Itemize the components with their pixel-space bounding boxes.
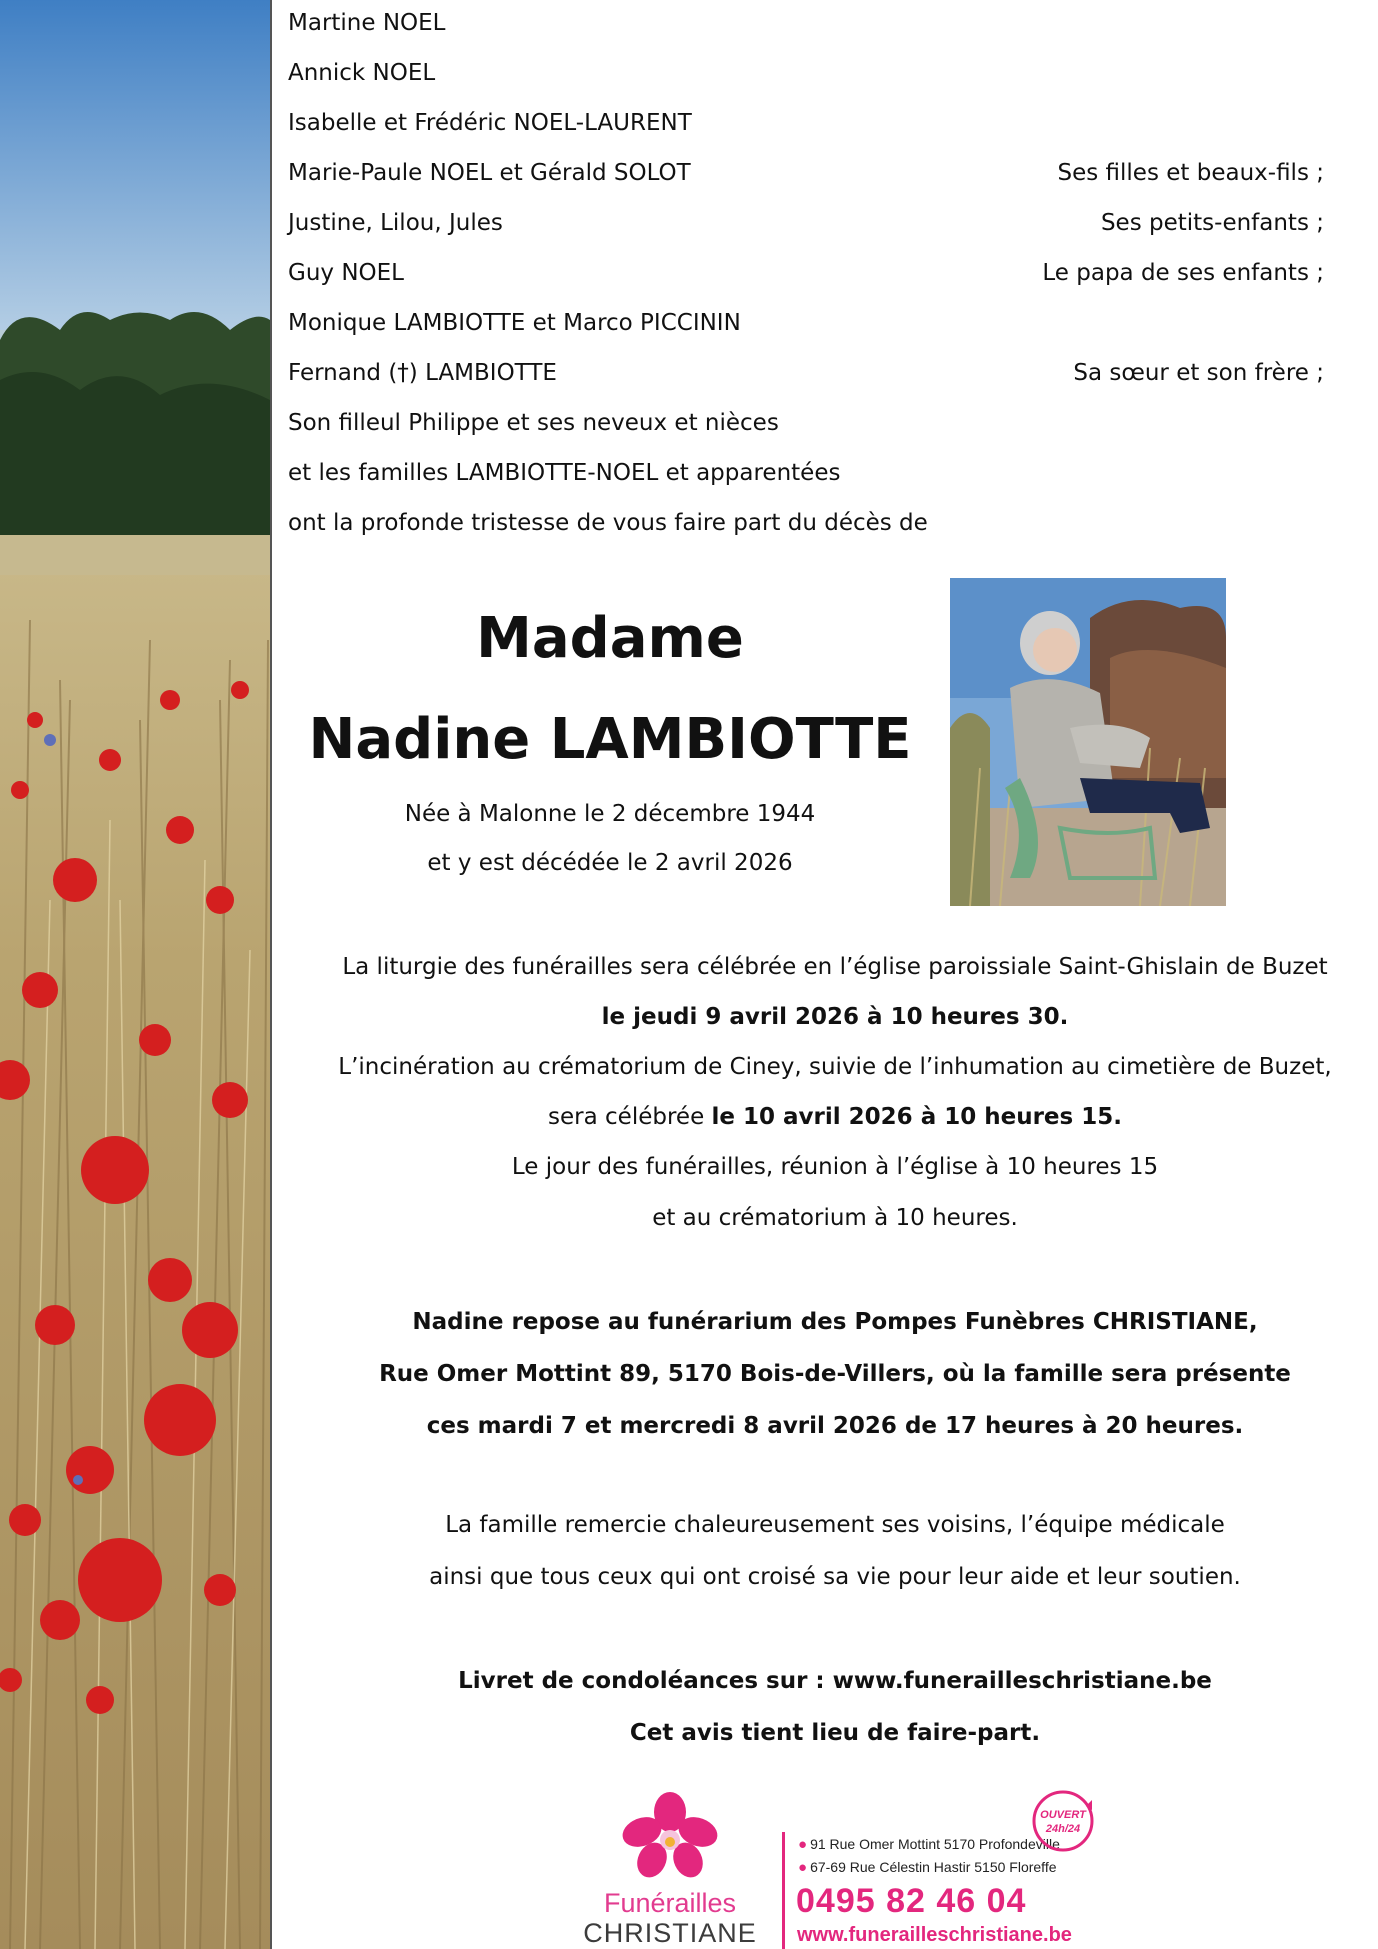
family-member-name: Annick NOEL [288, 60, 436, 86]
brand-name-line2: CHRISTIANE [583, 1918, 757, 1948]
family-list [288, 8, 1324, 558]
family-member-name: Martine NOEL [288, 10, 446, 36]
ceremony-line: La liturgie des funérailles sera célébrée en l’église paroissiale Saint-Ghislain de Buzet [342, 954, 1328, 980]
family-row [288, 508, 1324, 558]
family-row [288, 308, 1324, 358]
address-text: 91 Rue Omer Mottint 5170 Profondeville [810, 1836, 1060, 1852]
family-member-name: Fernand (†) LAMBIOTTE [288, 360, 557, 386]
ceremony-line: Le jour des funérailles, réunion à l’église à 10 heures 15 [511, 1154, 1159, 1180]
family-row [288, 258, 1324, 308]
family-row [288, 108, 1324, 158]
ceremony-line: et au crématorium à 10 heures. [652, 1205, 1018, 1231]
family-member-name: Son filleul Philippe et ses neveux et nièces [288, 410, 779, 436]
badge-line1: OUVERT [1040, 1809, 1086, 1821]
portrait-photo [950, 578, 1226, 906]
repose-line: Rue Omer Mottint 89, 5170 Bois-de-Villers, où la famille sera présente [379, 1361, 1291, 1387]
family-member-name: Isabelle et Frédéric NOEL-LAURENT [288, 110, 692, 136]
family-relation: Le papa de ses enfants ; [1042, 260, 1324, 286]
family-row [288, 208, 1324, 258]
family-relation: Ses filles et beaux-fils ; [1057, 160, 1324, 186]
family-member-name: et les familles LAMBIOTTE-NOEL et apparentées [288, 460, 841, 486]
ceremony-text: sera célébrée [548, 1104, 712, 1130]
ceremony-date: le jeudi 9 avril 2026 à 10 heures 30. [601, 1004, 1069, 1030]
family-row [288, 8, 1324, 58]
incineration-date: le 10 avril 2026 à 10 heures 15. [711, 1104, 1122, 1130]
deceased-name: Nadine LAMBIOTTE [308, 707, 912, 772]
family-member-name: Guy NOEL [288, 260, 404, 286]
family-row [288, 358, 1324, 408]
thanks-line: La famille remercie chaleureusement ses voisins, l’équipe médicale [445, 1512, 1225, 1538]
brand-name-line1: Funérailles [603, 1888, 737, 1918]
ceremony-line: L’incinération au crématorium de Ciney, suivie de l’inhumation au cimetière de Buzet, [338, 1054, 1332, 1080]
location-pin-icon: ● [798, 1859, 808, 1876]
family-member-name: ont la profonde tristesse de vous faire part du décès de [288, 510, 928, 536]
condolences-link[interactable]: Livret de condoléances sur : www.funerailleschristiane.be [458, 1668, 1212, 1694]
family-relation: Ses petits-enfants ; [1100, 210, 1324, 236]
repose-line: Nadine repose au funérarium des Pompes Funèbres CHRISTIANE, [412, 1309, 1258, 1335]
family-row [288, 408, 1324, 458]
badge-line2: 24h/24 [1045, 1823, 1081, 1835]
open-24h-badge [1030, 1788, 1096, 1854]
deceased-title: Madame [476, 606, 744, 671]
notice-text: Cet avis tient lieu de faire-part. [629, 1720, 1041, 1746]
family-member-name: Justine, Lilou, Jules [288, 210, 503, 236]
birth-info: Née à Malonne le 2 décembre 1944 [404, 801, 816, 827]
phone-number[interactable]: 0495 82 46 04 [796, 1882, 1027, 1920]
ceremony-line [300, 1102, 1370, 1132]
family-row [288, 458, 1324, 508]
death-info: et y est décédée le 2 avril 2026 [427, 850, 793, 876]
family-relation: Sa sœur et son frère ; [1073, 360, 1324, 386]
family-row [288, 158, 1324, 208]
family-row [288, 58, 1324, 108]
website-link[interactable]: www.funerailleschristiane.be [797, 1924, 1072, 1946]
footer-divider [782, 1832, 785, 1949]
location-pin-icon: ● [798, 1836, 808, 1853]
address-line [798, 1836, 1060, 1853]
thanks-line: ainsi que tous ceux qui ont croisé sa vie pour leur aide et leur soutien. [429, 1564, 1241, 1590]
address-line [798, 1859, 1057, 1876]
family-member-name: Monique LAMBIOTTE et Marco PICCININ [288, 310, 741, 336]
decorative-poppy-field-image [0, 0, 272, 1949]
address-text: 67-69 Rue Célestin Hastir 5150 Floreffe [810, 1859, 1057, 1875]
repose-line: ces mardi 7 et mercredi 8 avril 2026 de 17 heures à 20 heures. [426, 1413, 1244, 1439]
family-member-name: Marie-Paule NOEL et Gérald SOLOT [288, 160, 691, 186]
